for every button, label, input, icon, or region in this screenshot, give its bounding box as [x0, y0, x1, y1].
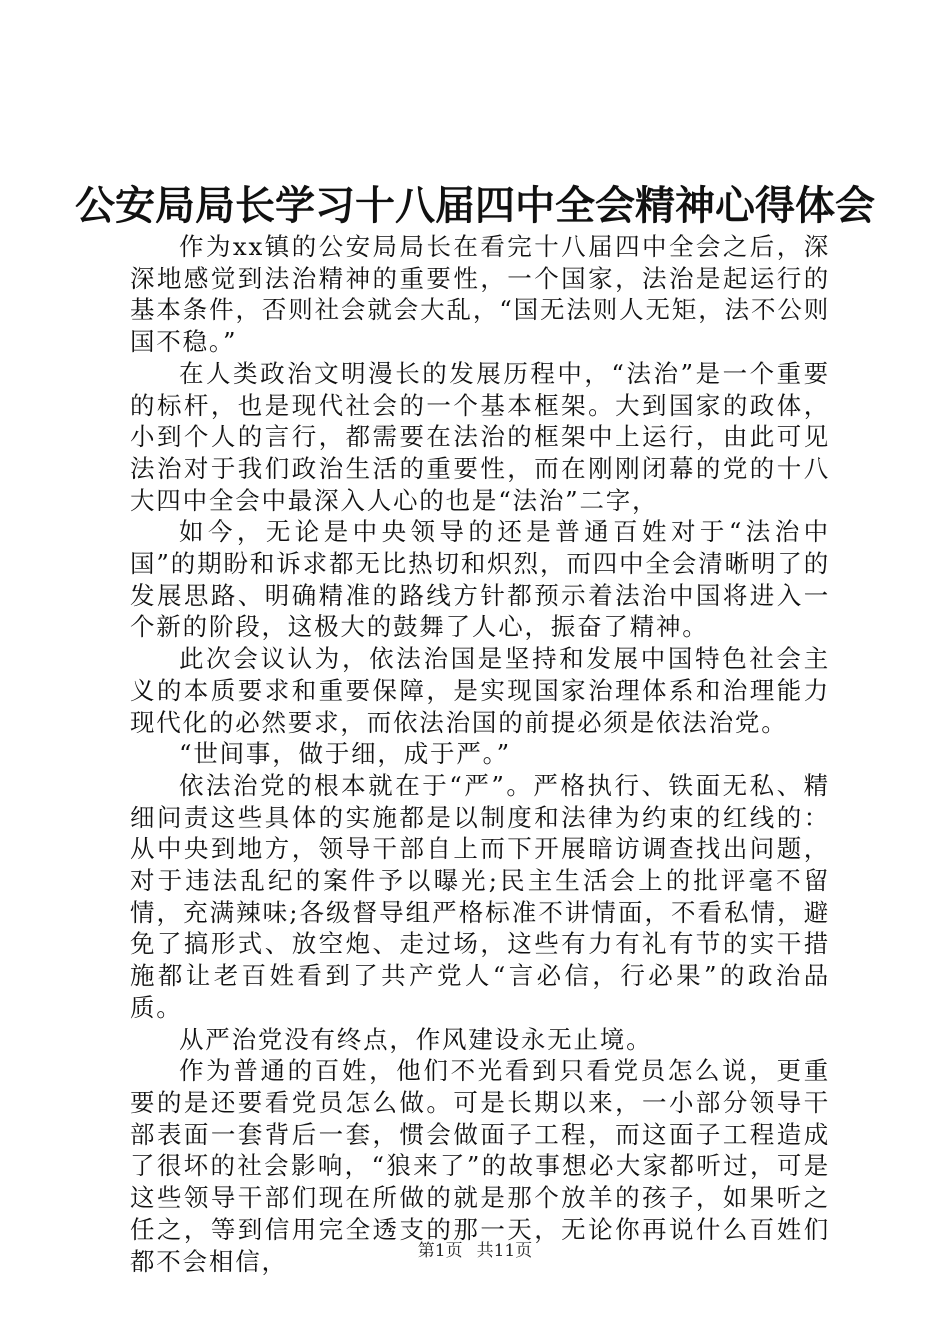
page-footer — [0, 1240, 950, 1262]
document-title: 公安局局长学习十八届四中全会精神心得体会 — [75, 183, 875, 229]
paragraph: 此次会议认为，依法治国是坚持和发展中国特色社会主义的本质要求和重要保障，是实现国家治理体系和治理能力现代化的必然要求，而依法治国的前提必须是依法治党。 — [130, 644, 830, 737]
paragraph: 从严治党没有终点，作风建设永无止境。 — [179, 1024, 653, 1054]
document-body — [130, 231, 830, 1277]
page-number: 第1页 — [417, 1241, 463, 1261]
paragraph: “世间事，做于细，成于严。” — [179, 739, 511, 769]
paragraph: 在人类政治文明漫长的发展历程中，“法治”是一个重要的标杆，也是现代社会的一个基本框架。大到国家的政体，小到个人的言行，都需要在法治的框架中上运行，由此可见法治对于我们政治生活的重要性，而在刚刚闭幕的党的十八大四中全会中最深入人心的也是“法治”二字， — [130, 358, 830, 515]
page-total: 共11页 — [476, 1241, 533, 1261]
paragraph: 作为xx镇的公安局局长在看完十八届四中全会之后，深深地感觉到法治精神的重要性，一个国家，法治是起运行的基本条件，否则社会就会大乱，“国无法则人无矩，法不公则国不稳。” — [130, 232, 830, 357]
paragraph: 如今，无论是中央领导的还是普通百姓对于“法治中国”的期盼和诉求都无比热切和炽烈，而四中全会清晰明了的发展思路、明确精准的路线方针都预示着法治中国将进入一个新的阶段，这极大的鼓舞了人心，振奋了精神。 — [130, 517, 830, 642]
paragraph: 依法治党的根本就在于“严”。严格执行、铁面无私、精细问责这些具体的实施都是以制度和法律为约束的红线的：从中央到地方，领导干部自上而下开展暗访调查找出问题，对于违法乱纪的案件予以曝光;民主生活会上的批评毫不留情，充满辣味;各级督导组严格标准不讲情面，不看私情，避免了搞形式、放空炮、走过场，这些有力有礼有节的实干措施都让老百姓看到了共产党人“言必信，行必果”的政治品质。 — [130, 770, 830, 1022]
paragraph: 作为普通的百姓，他们不光看到只看党员怎么说，更重要的是还要看党员怎么做。可是长期以来，一小部分领导干部表面一套背后一套，惯会做面子工程，而这面子工程造成了很坏的社会影响，“狼来了”的故事想必大家都听过，可是这些领导干部们现在所做的就是那个放羊的孩子，如果听之任之，等到信用完全透支的那一天，无论你再说什么百姓们都不会相信， — [130, 1056, 830, 1276]
